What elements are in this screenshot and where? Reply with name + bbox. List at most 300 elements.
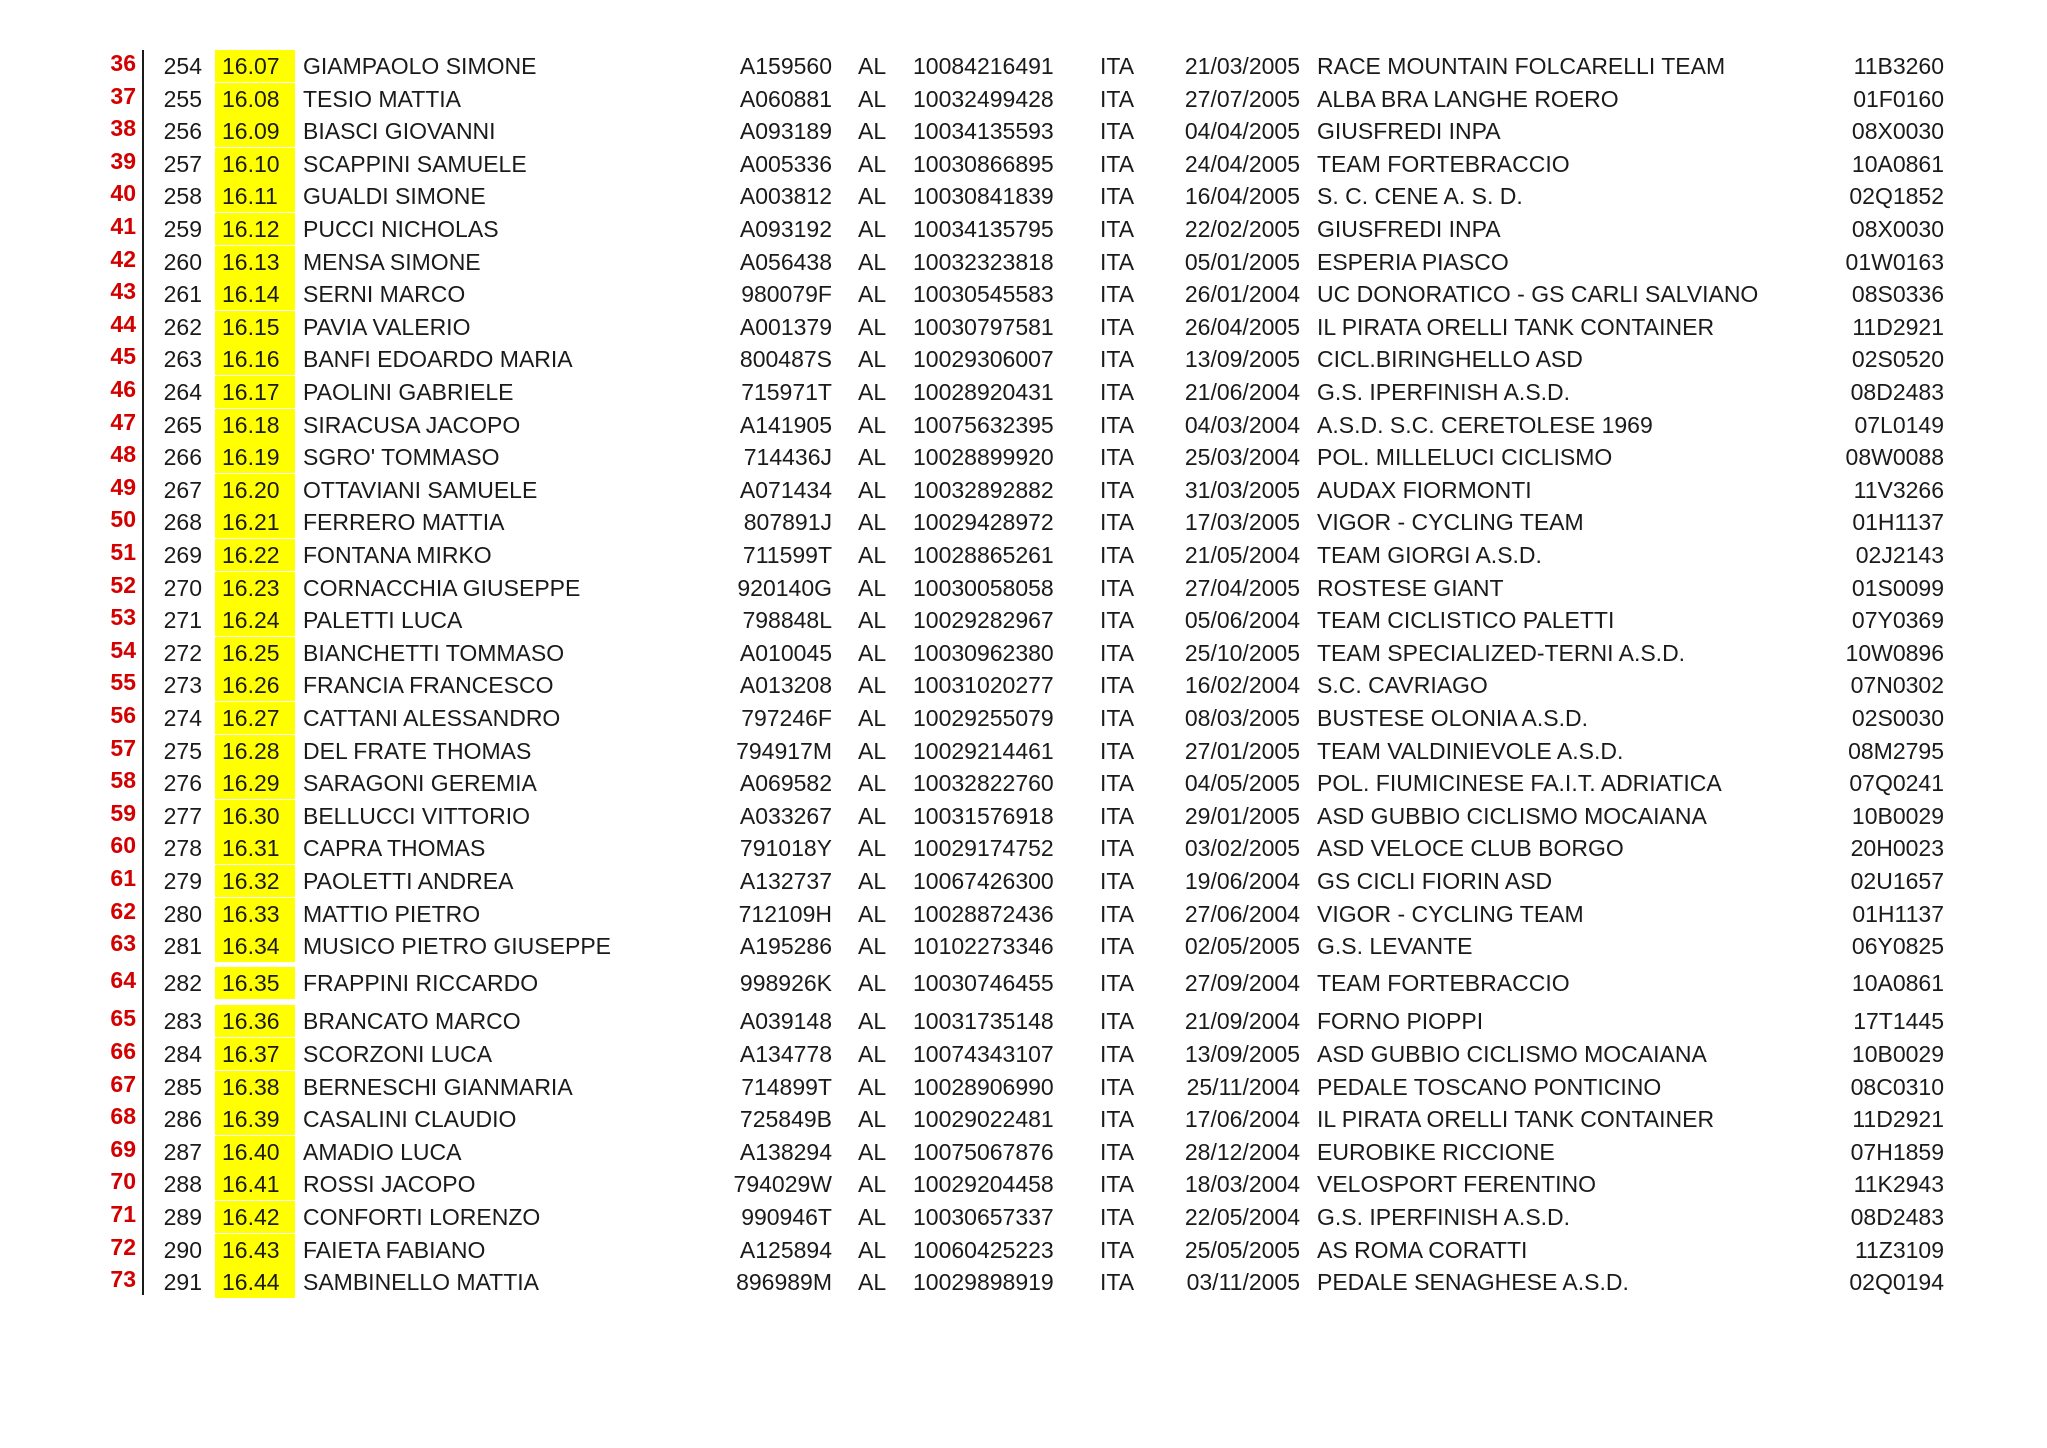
license-code: 920140G [737, 574, 832, 601]
team-name: TEAM FORTEBRACCIO [1317, 969, 1570, 996]
uci-id: 10029898919 [913, 1269, 1054, 1296]
team-name: AUDAX FIORMONTI [1317, 476, 1532, 503]
category: AL [858, 802, 887, 829]
nationality: ITA [1100, 118, 1135, 145]
rider-name: FRANCIA FRANCESCO [303, 672, 554, 699]
bib-number: 287 [163, 1138, 202, 1165]
birth-date: 08/03/2005 [1184, 705, 1300, 731]
birth-date: 25/11/2004 [1186, 1073, 1300, 1100]
team-name: ASD VELOCE CLUB BORGO [1317, 835, 1624, 862]
nationality: ITA [1100, 183, 1135, 210]
birth-date: 26/04/2005 [1184, 313, 1300, 340]
row-index: 36 [110, 50, 136, 76]
team-name: VIGOR - CYCLING TEAM [1317, 900, 1584, 927]
nationality: ITA [1100, 1106, 1135, 1133]
row-index: 62 [110, 897, 136, 924]
start-time: 16.33 [215, 898, 295, 930]
bib-number: 258 [163, 183, 202, 210]
birth-date: 04/03/2004 [1184, 411, 1300, 438]
nationality: ITA [1100, 509, 1135, 536]
bib-number: 263 [163, 346, 202, 373]
row-index: 71 [110, 1201, 136, 1227]
nationality: ITA [1100, 313, 1135, 340]
bib-number: 266 [163, 444, 202, 471]
rider-name: CAPRA THOMAS [303, 835, 486, 862]
uci-id: 10075067876 [913, 1138, 1054, 1165]
rider-name: BIANCHETTI TOMMASO [303, 639, 565, 666]
category: AL [858, 118, 887, 145]
bib-number: 291 [163, 1269, 202, 1296]
row-index: 68 [110, 1103, 136, 1130]
start-time: 16.29 [215, 767, 295, 799]
license-code: 990946T [741, 1204, 832, 1230]
nationality: ITA [1100, 969, 1135, 996]
team-name: RACE MOUNTAIN FOLCARELLI TEAM [1317, 53, 1726, 79]
license-code: 794029W [733, 1171, 832, 1198]
bib-number: 255 [163, 85, 202, 112]
team-name: TEAM SPECIALIZED-TERNI A.S.D. [1317, 639, 1686, 666]
table-row [0, 246, 2047, 278]
team-code: 02S0520 [1851, 346, 1944, 373]
team-name: PEDALE SENAGHESE A.S.D. [1317, 1269, 1629, 1296]
category: AL [858, 444, 887, 471]
table-row [0, 83, 2047, 115]
team-code: 07Q0241 [1849, 770, 1944, 797]
row-index: 64 [110, 966, 136, 993]
nationality: ITA [1100, 1073, 1135, 1100]
uci-id: 10084216491 [913, 53, 1054, 79]
uci-id: 10029022481 [913, 1106, 1054, 1133]
license-code: A039148 [739, 1008, 832, 1035]
nationality: ITA [1100, 574, 1135, 601]
rider-name: TESIO MATTIA [303, 85, 462, 112]
team-code: 08W0088 [1845, 444, 1944, 471]
uci-id: 10034135795 [913, 216, 1054, 242]
birth-date: 27/09/2004 [1184, 969, 1300, 996]
category: AL [858, 672, 887, 699]
bib-number: 279 [163, 868, 202, 894]
row-index: 58 [110, 767, 136, 794]
bib-number: 273 [163, 672, 202, 699]
license-code: A195286 [739, 933, 832, 960]
nationality: ITA [1100, 379, 1135, 405]
table-row [0, 343, 2047, 375]
uci-id: 10032892882 [913, 476, 1054, 503]
rider-name: PAOLINI GABRIELE [303, 379, 514, 405]
row-index: 55 [110, 669, 136, 696]
table-row [0, 50, 2047, 82]
start-time: 16.14 [215, 278, 295, 310]
table-row [0, 506, 2047, 538]
rider-name: BERNESCHI GIANMARIA [303, 1073, 573, 1100]
birth-date: 26/01/2004 [1184, 281, 1300, 308]
start-time: 16.20 [215, 474, 295, 506]
birth-date: 31/03/2005 [1184, 476, 1300, 503]
rider-name: DEL FRATE THOMAS [303, 737, 532, 764]
team-name: FORNO PIOPPI [1317, 1008, 1484, 1035]
row-index: 67 [110, 1070, 136, 1097]
team-code: 20H0023 [1850, 835, 1944, 862]
team-code: 01H1137 [1852, 509, 1944, 536]
nationality: ITA [1100, 705, 1135, 731]
row-index: 65 [110, 1005, 136, 1032]
team-code: 08D2483 [1850, 379, 1944, 405]
nationality: ITA [1100, 53, 1135, 79]
category: AL [858, 379, 887, 405]
table-row [0, 832, 2047, 864]
nationality: ITA [1100, 900, 1135, 927]
birth-date: 25/03/2004 [1184, 444, 1300, 471]
table-row [0, 669, 2047, 701]
team-code: 06Y0825 [1851, 933, 1944, 960]
team-code: 07Y0369 [1851, 607, 1944, 634]
category: AL [858, 85, 887, 112]
category: AL [858, 53, 887, 79]
table-row [0, 180, 2047, 212]
category: AL [858, 411, 887, 438]
bib-number: 264 [163, 379, 202, 405]
bib-number: 283 [163, 1008, 202, 1035]
bib-number: 277 [163, 802, 202, 829]
table-row [0, 474, 2047, 506]
category: AL [858, 1041, 887, 1067]
team-code: 10W0896 [1845, 639, 1944, 666]
team-name: TEAM CICLISTICO PALETTI [1317, 607, 1615, 634]
team-name: ASD GUBBIO CICLISMO MOCAIANA [1317, 1041, 1707, 1067]
table-row [0, 409, 2047, 441]
row-index: 70 [110, 1168, 136, 1195]
birth-date: 13/09/2005 [1184, 346, 1300, 373]
bib-number: 262 [163, 313, 202, 340]
start-time: 16.15 [215, 311, 295, 343]
bib-number: 282 [163, 969, 202, 996]
nationality: ITA [1100, 444, 1135, 471]
table-row [0, 800, 2047, 832]
team-name: G.S. IPERFINISH A.S.D. [1317, 1204, 1571, 1230]
rider-name: ROSSI JACOPO [303, 1171, 476, 1198]
start-time: 16.23 [215, 572, 295, 604]
bib-number: 261 [163, 281, 202, 308]
birth-date: 24/04/2005 [1184, 150, 1300, 177]
birth-date: 21/05/2004 [1184, 542, 1300, 568]
team-code: 01W0163 [1845, 248, 1944, 275]
category: AL [858, 509, 887, 536]
bib-number: 271 [163, 607, 202, 634]
bib-number: 290 [163, 1236, 202, 1263]
nationality: ITA [1100, 1269, 1135, 1296]
start-time: 16.38 [215, 1071, 295, 1103]
team-code: 10A0861 [1851, 969, 1944, 996]
bib-number: 265 [163, 411, 202, 438]
uci-id: 10102273346 [913, 933, 1054, 960]
start-time: 16.34 [215, 930, 295, 962]
row-index: 41 [110, 213, 136, 239]
row-index: 66 [110, 1038, 136, 1064]
birth-date: 17/03/2005 [1184, 509, 1300, 536]
nationality: ITA [1100, 770, 1135, 797]
uci-id: 10030545583 [913, 281, 1054, 308]
start-time: 16.43 [215, 1234, 295, 1266]
birth-date: 13/09/2005 [1184, 1041, 1300, 1067]
team-name: ASD GUBBIO CICLISMO MOCAIANA [1317, 802, 1707, 829]
table-row [0, 1071, 2047, 1103]
team-code: 10B0029 [1851, 802, 1944, 829]
table-row [0, 278, 2047, 310]
rider-name: BRANCATO MARCO [303, 1008, 521, 1035]
uci-id: 10030746455 [913, 969, 1054, 996]
start-time: 16.08 [215, 83, 295, 115]
team-code: 08X0030 [1851, 118, 1944, 145]
category: AL [858, 476, 887, 503]
uci-id: 10029214461 [913, 737, 1054, 764]
start-time: 16.41 [215, 1168, 295, 1200]
rider-name: AMADIO LUCA [303, 1138, 462, 1165]
team-code: 02Q0194 [1849, 1269, 1944, 1296]
uci-id: 10032499428 [913, 85, 1054, 112]
row-index: 61 [110, 865, 136, 891]
nationality: ITA [1100, 607, 1135, 634]
license-code: A069582 [739, 770, 832, 797]
table-row [0, 1201, 2047, 1233]
team-name: UC DONORATICO - GS CARLI SALVIANO [1317, 281, 1759, 308]
uci-id: 10029204458 [913, 1171, 1054, 1198]
rider-name: PAOLETTI ANDREA [303, 868, 514, 894]
category: AL [858, 216, 887, 242]
nationality: ITA [1100, 542, 1135, 568]
bib-number: 278 [163, 835, 202, 862]
uci-id: 10028899920 [913, 444, 1054, 471]
rider-name: SIRACUSA JACOPO [303, 411, 521, 438]
uci-id: 10030962380 [913, 639, 1054, 666]
team-code: 17T1445 [1853, 1008, 1944, 1035]
team-name: PEDALE TOSCANO PONTICINO [1317, 1073, 1662, 1100]
nationality: ITA [1100, 1236, 1135, 1263]
table-row [0, 865, 2047, 897]
bib-number: 268 [163, 509, 202, 536]
row-index: 51 [110, 539, 136, 565]
license-code: A001379 [739, 313, 832, 340]
nationality: ITA [1100, 802, 1135, 829]
category: AL [858, 835, 887, 862]
table-row [0, 1005, 2047, 1037]
category: AL [858, 969, 887, 996]
nationality: ITA [1100, 150, 1135, 177]
uci-id: 10028906990 [913, 1073, 1054, 1100]
license-code: 797246F [741, 705, 832, 731]
birth-date: 21/06/2004 [1184, 379, 1300, 405]
rider-name: CORNACCHIA GIUSEPPE [303, 574, 581, 601]
team-name: GIUSFREDI INPA [1317, 118, 1501, 145]
uci-id: 10029306007 [913, 346, 1054, 373]
category: AL [858, 1171, 887, 1198]
row-index: 73 [110, 1266, 136, 1293]
team-name: G.S. IPERFINISH A.S.D. [1317, 379, 1571, 405]
license-code: A033267 [739, 802, 832, 829]
nationality: ITA [1100, 1008, 1135, 1035]
category: AL [858, 1204, 887, 1230]
category: AL [858, 574, 887, 601]
start-time: 16.07 [215, 50, 295, 82]
table-row [0, 767, 2047, 799]
team-code: 08X0030 [1851, 216, 1944, 242]
license-code: A134778 [739, 1041, 832, 1067]
table-row [0, 930, 2047, 962]
team-code: 10B0029 [1851, 1041, 1944, 1067]
category: AL [858, 1008, 887, 1035]
row-index: 49 [110, 473, 136, 500]
uci-id: 10074343107 [913, 1041, 1054, 1067]
team-name: S. C. CENE A. S. D. [1317, 183, 1523, 210]
license-code: 711599T [742, 542, 832, 568]
rider-name: CATTANI ALESSANDRO [303, 705, 561, 731]
bib-number: 276 [163, 770, 202, 797]
team-code: 07N0302 [1850, 672, 1944, 699]
start-time: 16.13 [215, 246, 295, 278]
bib-number: 269 [163, 542, 202, 568]
team-code: 11B3260 [1853, 53, 1944, 79]
birth-date: 03/02/2005 [1184, 835, 1300, 862]
row-index: 50 [110, 506, 136, 533]
row-index: 38 [110, 115, 136, 142]
birth-date: 19/06/2004 [1184, 868, 1300, 894]
bib-number: 267 [163, 476, 202, 503]
start-time: 16.10 [215, 148, 295, 180]
nationality: ITA [1100, 933, 1135, 960]
team-name: EUROBIKE RICCIONE [1317, 1138, 1555, 1165]
birth-date: 04/04/2005 [1184, 118, 1300, 145]
table-row [0, 213, 2047, 245]
uci-id: 10029428972 [913, 509, 1054, 536]
uci-id: 10030841839 [913, 183, 1054, 210]
birth-date: 27/06/2004 [1184, 900, 1300, 927]
team-code: 07H1859 [1850, 1138, 1944, 1165]
start-time: 16.36 [215, 1005, 295, 1037]
category: AL [858, 737, 887, 764]
bib-number: 284 [163, 1041, 202, 1067]
team-code: 11V3266 [1853, 476, 1944, 503]
start-time: 16.44 [215, 1266, 295, 1298]
team-name: TEAM GIORGI A.S.D. [1317, 542, 1542, 568]
start-time: 16.32 [215, 865, 295, 897]
uci-id: 10032822760 [913, 770, 1054, 797]
team-code: 08M2795 [1848, 737, 1944, 764]
start-time: 16.25 [215, 637, 295, 669]
row-index: 57 [110, 734, 136, 761]
uci-id: 10028872436 [913, 900, 1054, 927]
team-name: GS CICLI FIORIN ASD [1317, 868, 1553, 894]
start-time: 16.27 [215, 702, 295, 734]
category: AL [858, 1269, 887, 1296]
start-time: 16.16 [215, 343, 295, 375]
row-index: 56 [110, 702, 136, 728]
start-time: 16.42 [215, 1201, 295, 1233]
nationality: ITA [1100, 476, 1135, 503]
category: AL [858, 933, 887, 960]
bib-number: 274 [163, 705, 202, 731]
rider-name: GUALDI SIMONE [303, 183, 486, 210]
start-time: 16.19 [215, 441, 295, 473]
nationality: ITA [1100, 85, 1135, 112]
row-index: 44 [110, 310, 136, 337]
license-code: 791018Y [739, 835, 832, 862]
table-row [0, 376, 2047, 408]
bib-number: 259 [163, 216, 202, 242]
team-name: IL PIRATA ORELLI TANK CONTAINER [1317, 313, 1715, 340]
license-code: 725849B [739, 1106, 832, 1133]
license-code: A056438 [739, 248, 832, 275]
license-code: A071434 [739, 476, 832, 503]
team-name: TEAM VALDINIEVOLE A.S.D. [1317, 737, 1624, 764]
license-code: A010045 [739, 639, 832, 666]
category: AL [858, 346, 887, 373]
birth-date: 03/11/2005 [1186, 1269, 1300, 1296]
team-name: IL PIRATA ORELLI TANK CONTAINER [1317, 1106, 1715, 1133]
table-row [0, 115, 2047, 147]
nationality: ITA [1100, 737, 1135, 764]
row-index: 72 [110, 1233, 136, 1260]
row-index: 54 [110, 636, 136, 663]
birth-date: 02/05/2005 [1184, 933, 1300, 960]
birth-date: 04/05/2005 [1184, 770, 1300, 797]
rider-name: SAMBINELLO MATTIA [303, 1269, 540, 1296]
team-name: ALBA BRA LANGHE ROERO [1317, 85, 1619, 112]
bib-number: 270 [163, 574, 202, 601]
table-row [0, 1038, 2047, 1070]
row-index: 43 [110, 278, 136, 305]
license-code: A003812 [739, 183, 832, 210]
category: AL [858, 1073, 887, 1100]
birth-date: 05/06/2004 [1184, 607, 1300, 634]
uci-id: 10028920431 [913, 379, 1054, 405]
rider-name: SGRO' TOMMASO [303, 444, 500, 471]
rider-name: BELLUCCI VITTORIO [303, 802, 531, 829]
team-code: 02Q1852 [1849, 183, 1944, 210]
uci-id: 10031735148 [913, 1008, 1054, 1035]
team-name: ROSTESE GIANT [1317, 574, 1504, 601]
rider-name: MENSA SIMONE [303, 248, 481, 275]
bib-number: 256 [163, 118, 202, 145]
birth-date: 21/09/2004 [1184, 1008, 1300, 1035]
license-code: 714899T [741, 1073, 832, 1100]
team-code: 11D2921 [1852, 1106, 1944, 1133]
row-index: 39 [110, 147, 136, 174]
birth-date: 22/05/2004 [1184, 1204, 1300, 1230]
rider-name: SERNI MARCO [303, 281, 466, 308]
bib-number: 288 [163, 1171, 202, 1198]
uci-id: 10034135593 [913, 118, 1054, 145]
team-name: A.S.D. S.C. CERETOLESE 1969 [1317, 411, 1653, 438]
birth-date: 17/06/2004 [1184, 1106, 1300, 1133]
nationality: ITA [1100, 248, 1135, 275]
nationality: ITA [1100, 639, 1135, 666]
license-code: 998926K [739, 969, 832, 996]
team-code: 01S0099 [1851, 574, 1944, 601]
row-index: 47 [110, 408, 136, 435]
rider-name: BIASCI GIOVANNI [303, 118, 496, 145]
row-index: 45 [110, 343, 136, 370]
license-code: A125894 [739, 1236, 832, 1263]
category: AL [858, 150, 887, 177]
team-code: 02S0030 [1851, 705, 1944, 731]
nationality: ITA [1100, 216, 1135, 242]
uci-id: 10031576918 [913, 802, 1054, 829]
start-time: 16.09 [215, 115, 295, 147]
bib-number: 286 [163, 1106, 202, 1133]
nationality: ITA [1100, 1041, 1135, 1067]
team-code: 01H1137 [1852, 900, 1944, 927]
table-row [0, 637, 2047, 669]
team-code: 02U1657 [1850, 868, 1944, 894]
